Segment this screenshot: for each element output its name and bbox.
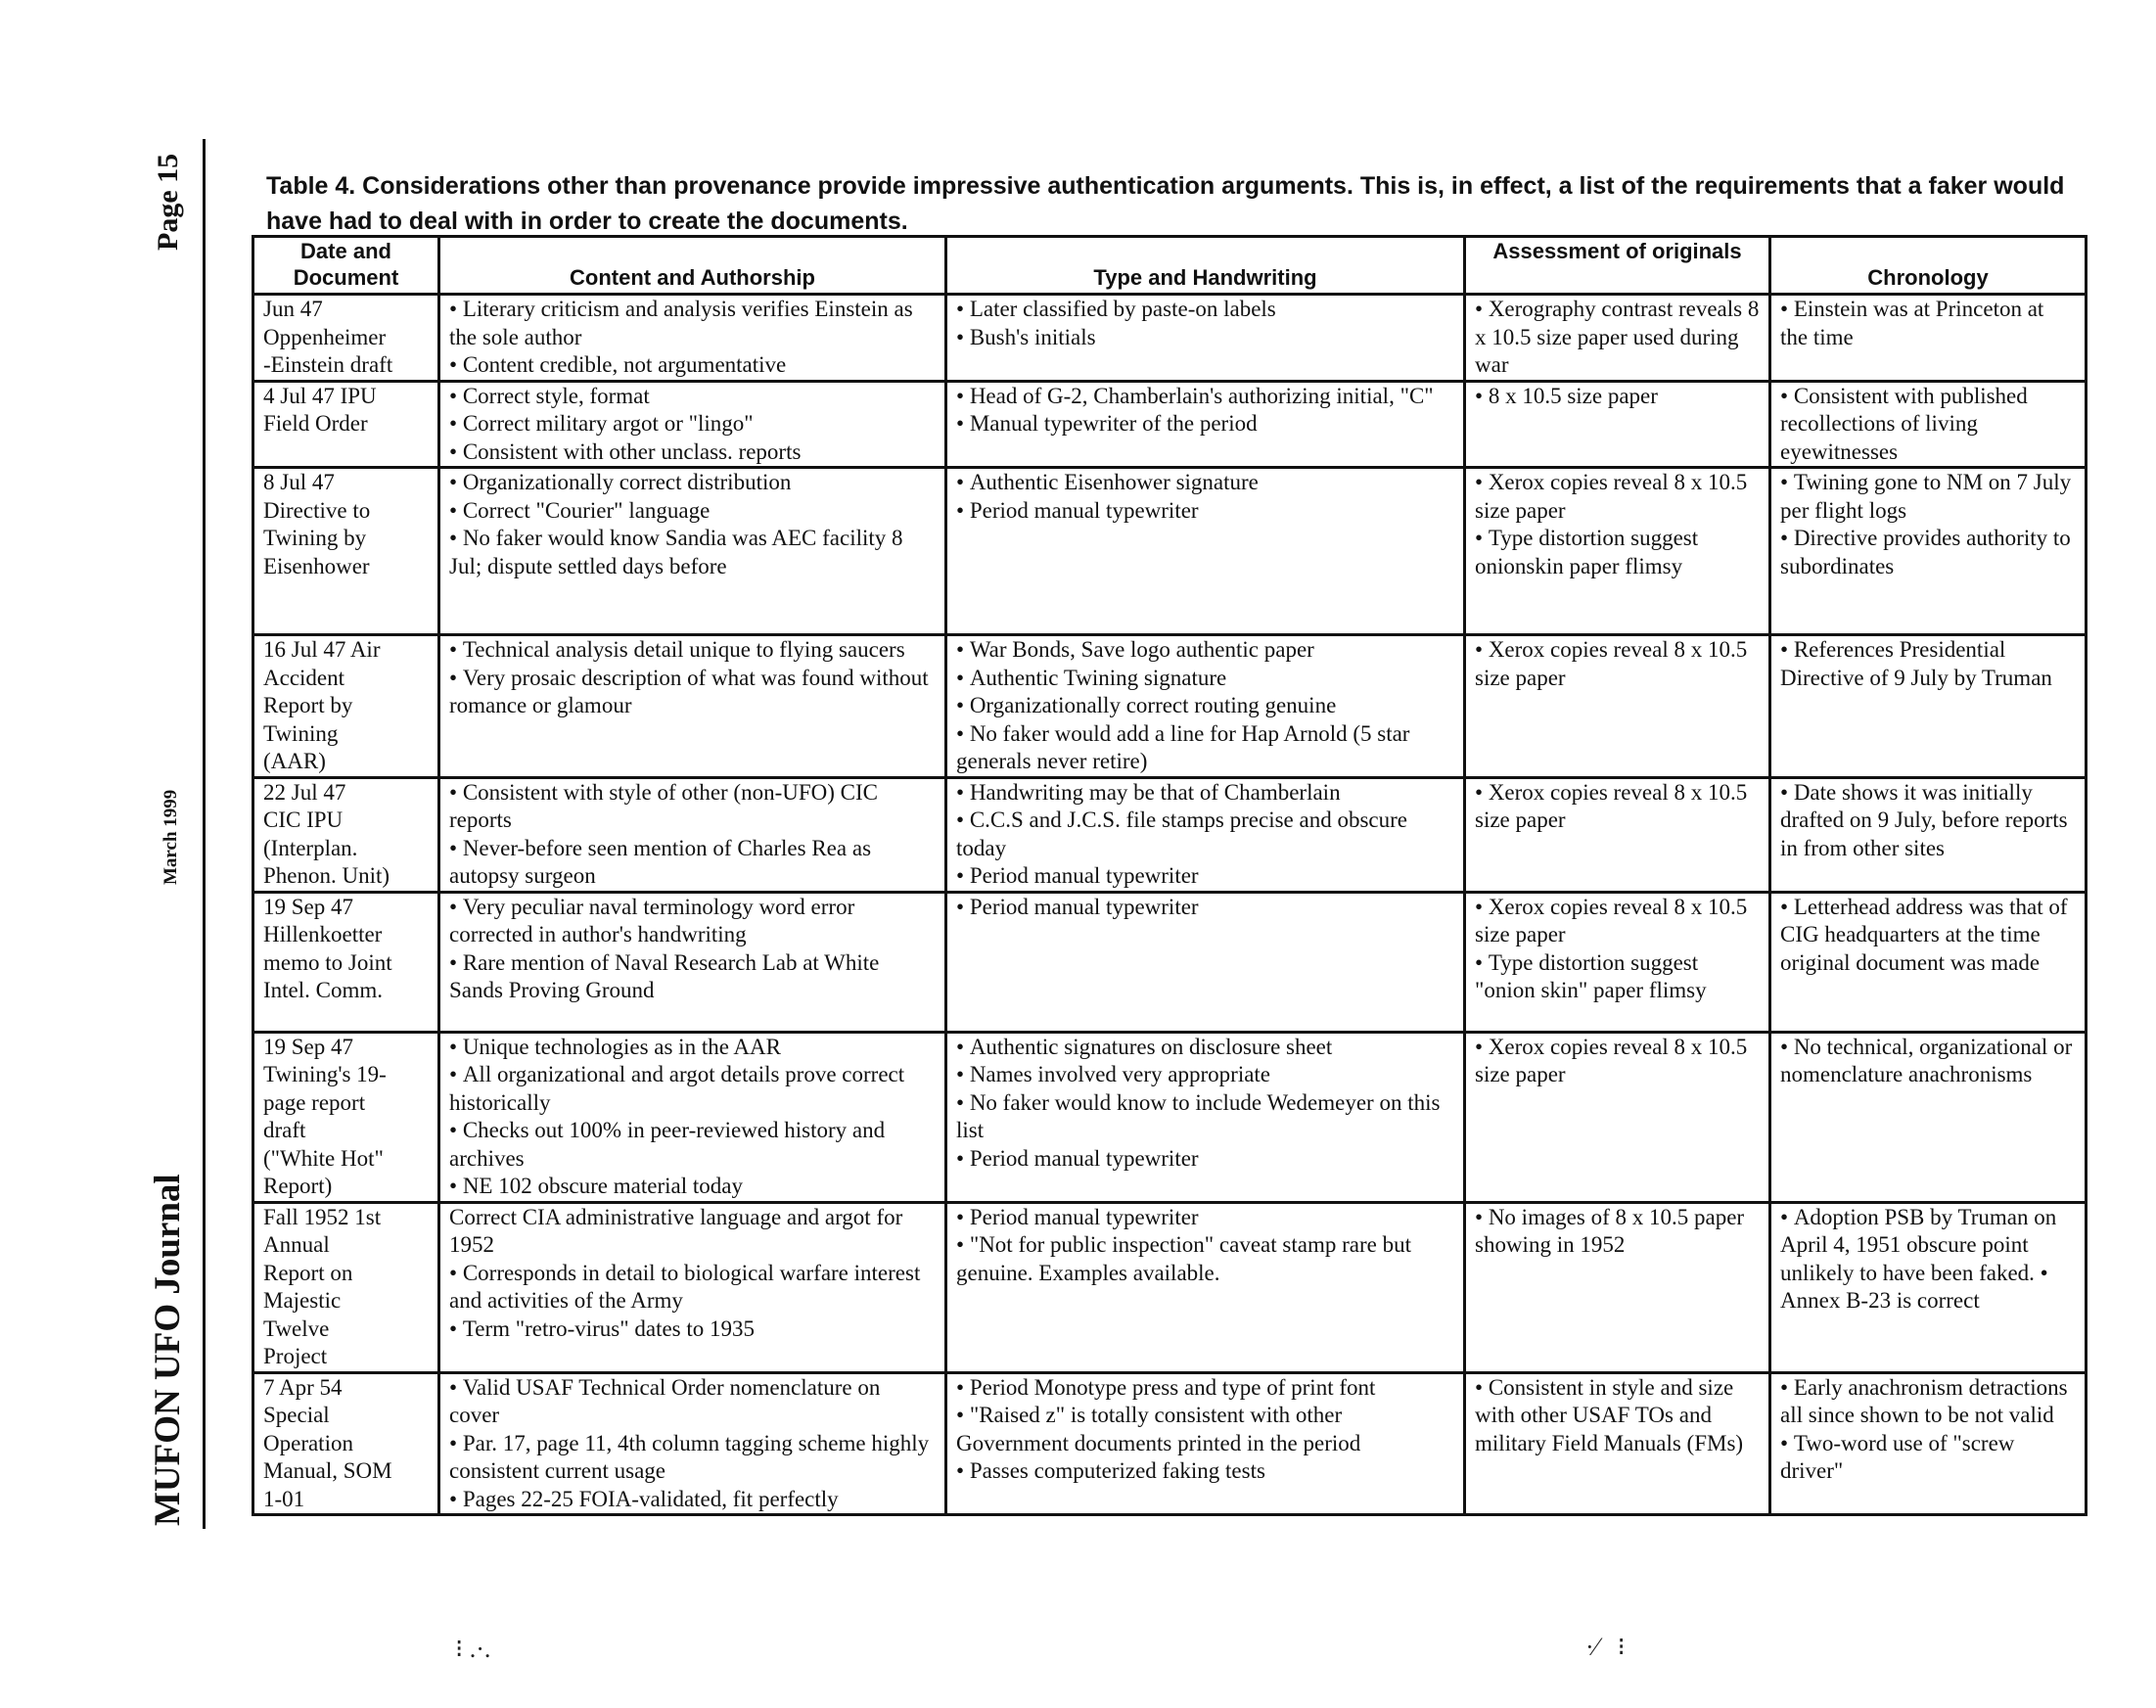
- bullet-item: • No faker would add a line for Hap Arnold (5 star generals never retire): [956, 720, 1454, 776]
- bullet-item: • Consistent in style and size with other USAF TOs and military Field Manuals (FMs): [1475, 1374, 1760, 1458]
- cell-line: Directive to: [263, 497, 371, 523]
- assessment-cell: [1465, 1032, 1770, 1202]
- cell-line: Report by: [263, 693, 353, 717]
- assessment-cell: [1465, 295, 1770, 382]
- cell-line: Twining's 19-: [263, 1062, 387, 1086]
- bullet-item: • Date shows it was initially drafted on 9 July, before reports in from other sites: [1780, 779, 2076, 863]
- chronology-cell: [1770, 1202, 2087, 1372]
- table-row: [253, 1372, 2087, 1515]
- bullet-item: • Rare mention of Naval Research Lab at White Sands Proving Ground: [449, 949, 936, 1005]
- content-authorship-cell: [439, 635, 946, 778]
- cell-line: 4 Jul 47 IPU: [263, 383, 377, 408]
- cell-line: 7 Apr 54: [263, 1374, 343, 1400]
- content-authorship-cell: [439, 295, 946, 382]
- bullet-item: • Very peculiar naval terminology word error corrected in author's handwriting: [449, 894, 936, 949]
- type-handwriting-cell: [946, 468, 1465, 635]
- bullet-item: • Period manual typewriter: [956, 497, 1454, 526]
- cell-line: 22 Jul 47: [263, 779, 346, 805]
- cell-line: 19 Sep 47: [263, 1034, 353, 1059]
- issue-date: March 1999: [161, 789, 181, 885]
- scan-artifact: ⁝ .·.: [455, 1635, 491, 1663]
- date-document-cell: [253, 635, 439, 778]
- cell-line: Oppenheimer: [263, 324, 387, 349]
- bullet-item: • Consistent with other unclass. reports: [449, 439, 936, 467]
- table-row: [253, 892, 2087, 1032]
- type-handwriting-cell: [946, 892, 1465, 1032]
- cell-line: -Einstein draft: [263, 352, 393, 377]
- bullet-item: • Consistent with published recollections of living eyewitnesses: [1780, 383, 2076, 467]
- cell-line: page report: [263, 1089, 366, 1115]
- type-handwriting-cell: [946, 777, 1465, 892]
- cell-line: Special: [263, 1403, 330, 1427]
- bullet-item: • "Raised z" is totally consistent with other Government documents printed in the period: [956, 1402, 1454, 1457]
- chronology-cell: [1770, 1372, 2087, 1515]
- bullet-item: • Names involved very appropriate: [956, 1061, 1454, 1089]
- cell-line: Operation: [263, 1430, 353, 1455]
- bullet-item: • Xerox copies reveal 8 x 10.5 size paper: [1475, 894, 1760, 949]
- bullet-item: • All organizational and argot details prove correct historically: [449, 1061, 936, 1117]
- content-authorship-cell: [439, 468, 946, 635]
- margin-rule: [203, 139, 206, 1529]
- date-document-cell: [253, 1372, 439, 1515]
- scan-artifact: ·⁄ ⁝: [1585, 1633, 1626, 1661]
- cell-line: Annual: [263, 1232, 330, 1257]
- assessment-cell: [1465, 777, 1770, 892]
- bullet-item: • Very prosaic description of what was found without romance or glamour: [449, 665, 936, 720]
- bullet-item: • Early anachronism detractions all since shown to be not valid: [1780, 1374, 2076, 1430]
- cell-line: Phenon. Unit): [263, 863, 390, 888]
- type-handwriting-cell: [946, 635, 1465, 778]
- bullet-item: • Directive provides authority to subordinates: [1780, 525, 2076, 580]
- bullet-item: • No faker would know Sandia was AEC facility 8 Jul; dispute settled days before: [449, 525, 936, 580]
- type-handwriting-cell: [946, 381, 1465, 468]
- header-assessment: Assessment of originals: [1465, 237, 1770, 295]
- bullet-item: • Period manual typewriter: [956, 894, 1454, 922]
- bullet-item: • Correct style, format: [449, 383, 936, 411]
- header-chronology: Chronology: [1770, 237, 2087, 295]
- date-document-cell: [253, 295, 439, 382]
- type-handwriting-cell: [946, 1202, 1465, 1372]
- table-row: [253, 381, 2087, 468]
- bullet-item: • Later classified by paste-on labels: [956, 296, 1454, 324]
- cell-line: Eisenhower: [263, 553, 370, 578]
- bullet-item: • Correct military argot or "lingo": [449, 410, 936, 439]
- chronology-cell: [1770, 635, 2087, 778]
- bullet-item: • Authentic Twining signature: [956, 665, 1454, 693]
- bullet-item: • Checks out 100% in peer-reviewed history and archives: [449, 1117, 936, 1173]
- table-row: [253, 295, 2087, 382]
- header-date-document: Date and Document: [253, 237, 439, 295]
- cell-line: Hillenkoetter: [263, 922, 383, 946]
- cell-line: 16 Jul 47 Air: [263, 637, 381, 662]
- assessment-cell: [1465, 1202, 1770, 1372]
- cell-line: Fall 1952 1st: [263, 1204, 382, 1229]
- bullet-item: • C.C.S and J.C.S. file stamps precise and obscure today: [956, 807, 1454, 862]
- authentication-table: [252, 235, 2087, 1516]
- cell-line: Field Order: [263, 411, 368, 436]
- journal-title: MUFON UFO Journal: [148, 1174, 188, 1526]
- table-header-row: [253, 237, 2087, 295]
- bullet-item: • Literary criticism and analysis verifies Einstein as the sole author: [449, 296, 936, 351]
- cell-line: Twelve: [263, 1316, 330, 1341]
- cell-line: draft: [263, 1118, 306, 1142]
- page-number: Page 15: [152, 153, 184, 251]
- cell-line: Twining: [263, 720, 339, 746]
- cell-line: Report on: [263, 1260, 353, 1285]
- date-document-cell: [253, 777, 439, 892]
- content-authorship-cell: [439, 892, 946, 1032]
- bullet-item: • War Bonds, Save logo authentic paper: [956, 636, 1454, 665]
- bullet-item: • No technical, organizational or nomenclature anachronisms: [1780, 1034, 2076, 1089]
- bullet-item: • NE 102 obscure material today: [449, 1173, 936, 1201]
- date-document-cell: [253, 892, 439, 1032]
- bullet-item: • Xerox copies reveal 8 x 10.5 size paper: [1475, 779, 1760, 835]
- bullet-item: • Period Monotype press and type of print font: [956, 1374, 1454, 1403]
- bullet-item: • Xerox copies reveal 8 x 10.5 size paper: [1475, 1034, 1760, 1089]
- bullet-item: • Correct "Courier" language: [449, 497, 936, 526]
- chronology-cell: [1770, 777, 2087, 892]
- bullet-item: • Letterhead address was that of CIG headquarters at the time original document was made: [1780, 894, 2076, 978]
- bullet-item: • Head of G-2, Chamberlain's authorizing initial, "C": [956, 383, 1454, 411]
- cell-line: ("White Hot": [263, 1145, 384, 1171]
- type-handwriting-cell: [946, 1032, 1465, 1202]
- assessment-cell: [1465, 381, 1770, 468]
- bullet-item: • Technical analysis detail unique to flying saucers: [449, 636, 936, 665]
- bullet-item: • Organizationally correct distribution: [449, 469, 936, 497]
- bullet-item: • Valid USAF Technical Order nomenclature on cover: [449, 1374, 936, 1430]
- cell-line: Project: [263, 1344, 328, 1368]
- date-document-cell: [253, 381, 439, 468]
- bullet-item: • No faker would know to include Wedemeyer on this list: [956, 1089, 1454, 1145]
- bullet-item: • Unique technologies as in the AAR: [449, 1034, 936, 1062]
- bullet-item: • 8 x 10.5 size paper: [1475, 383, 1760, 411]
- bullet-item: • No images of 8 x 10.5 paper showing in 1952: [1475, 1204, 1760, 1260]
- bullet-item: • Period manual typewriter: [956, 1204, 1454, 1232]
- cell-line: memo to Joint: [263, 949, 392, 975]
- bullet-item: • Bush's initials: [956, 324, 1454, 352]
- bullet-item: • Passes computerized faking tests: [956, 1457, 1454, 1486]
- content-authorship-cell: [439, 777, 946, 892]
- assessment-cell: [1465, 892, 1770, 1032]
- chronology-cell: [1770, 381, 2087, 468]
- bullet-item: • Xerox copies reveal 8 x 10.5 size paper: [1475, 469, 1760, 525]
- bullet-item: • Two-word use of "screw driver": [1780, 1430, 2076, 1486]
- cell-line: Report): [263, 1174, 333, 1198]
- type-handwriting-cell: [946, 1372, 1465, 1515]
- cell-line: Intel. Comm.: [263, 978, 384, 1002]
- cell-line: (AAR): [263, 749, 326, 773]
- assessment-cell: [1465, 635, 1770, 778]
- date-document-cell: [253, 1202, 439, 1372]
- bullet-item: • Adoption PSB by Truman on April 4, 1951 obscure point unlikely to have been faked. • Annex B-23 is correct: [1780, 1204, 2076, 1316]
- bullet-item: • "Not for public inspection" caveat stamp rare but genuine. Examples available.: [956, 1231, 1454, 1287]
- table-row: [253, 468, 2087, 635]
- bullet-item: • Corresponds in detail to biological warfare interest and activities of the Army: [449, 1260, 936, 1316]
- bullet-item: • Authentic Eisenhower signature: [956, 469, 1454, 497]
- table-body: [253, 295, 2087, 1515]
- bullet-item: • Par. 17, page 11, 4th column tagging scheme highly consistent current usage: [449, 1430, 936, 1486]
- bullet-item: • Never-before seen mention of Charles Rea as autopsy surgeon: [449, 835, 936, 891]
- content-authorship-cell: [439, 381, 946, 468]
- bullet-item: • Xerography contrast reveals 8 x 10.5 size paper used during war: [1475, 296, 1760, 380]
- chronology-cell: [1770, 468, 2087, 635]
- bullet-item: • Twining gone to NM on 7 July per flight logs: [1780, 469, 2076, 525]
- bullet-item: • Einstein was at Princeton at the time: [1780, 296, 2076, 351]
- bullet-item: • Consistent with style of other (non-UFO) CIC reports: [449, 779, 936, 835]
- chronology-cell: [1770, 1032, 2087, 1202]
- header-content-authorship: Content and Authorship: [439, 237, 946, 295]
- content-authorship-cell: [439, 1202, 946, 1372]
- table-row: [253, 1032, 2087, 1202]
- date-document-cell: [253, 468, 439, 635]
- bullet-item: • Period manual typewriter: [956, 1145, 1454, 1174]
- cell-line: (Interplan.: [263, 835, 358, 860]
- cell-line: Correct CIA administrative language and argot for 1952: [449, 1204, 903, 1257]
- header-type-handwriting: Type and Handwriting: [946, 237, 1465, 295]
- cell-line: 1-01: [263, 1486, 305, 1511]
- bullet-item: • Type distortion suggest "onion skin" paper flimsy: [1475, 949, 1760, 1005]
- cell-line: 19 Sep 47: [263, 894, 353, 919]
- cell-line: Majestic: [263, 1288, 342, 1313]
- chronology-cell: [1770, 892, 2087, 1032]
- cell-line: Twining by: [263, 526, 367, 550]
- table-caption: Table 4. Considerations other than provenance provide impressive authentication arguments. This is, in effect, a list of the requirements that a faker would have had to deal with in order to create the documents.: [266, 172, 2065, 235]
- type-handwriting-cell: [946, 295, 1465, 382]
- bullet-item: • Organizationally correct routing genuine: [956, 692, 1454, 720]
- table-row: [253, 1202, 2087, 1372]
- cell-line: Manual, SOM: [263, 1458, 392, 1483]
- bullet-item: • Period manual typewriter: [956, 862, 1454, 891]
- cell-line: 8 Jul 47: [263, 470, 335, 494]
- date-document-cell: [253, 1032, 439, 1202]
- cell-line: CIC IPU: [263, 808, 344, 832]
- table-row: [253, 777, 2087, 892]
- chronology-cell: [1770, 295, 2087, 382]
- bullet-item: • Handwriting may be that of Chamberlain: [956, 779, 1454, 808]
- bullet-item: • References Presidential Directive of 9 July by Truman: [1780, 636, 2076, 692]
- content-authorship-cell: [439, 1372, 946, 1515]
- content-authorship-cell: [439, 1032, 946, 1202]
- bullet-item: • Type distortion suggest onionskin paper flimsy: [1475, 525, 1760, 580]
- bullet-item: • Manual typewriter of the period: [956, 410, 1454, 439]
- bullet-item: • Authentic signatures on disclosure sheet: [956, 1034, 1454, 1062]
- assessment-cell: [1465, 1372, 1770, 1515]
- bullet-item: • Term "retro-virus" dates to 1935: [449, 1316, 936, 1344]
- table-row: [253, 635, 2087, 778]
- bullet-item: • Xerox copies reveal 8 x 10.5 size paper: [1475, 636, 1760, 692]
- cell-line: Jun 47: [263, 297, 323, 321]
- assessment-cell: [1465, 468, 1770, 635]
- bullet-item: • Pages 22-25 FOIA-validated, fit perfectly: [449, 1486, 936, 1514]
- cell-line: Accident: [263, 665, 345, 690]
- bullet-item: • Content credible, not argumentative: [449, 351, 936, 380]
